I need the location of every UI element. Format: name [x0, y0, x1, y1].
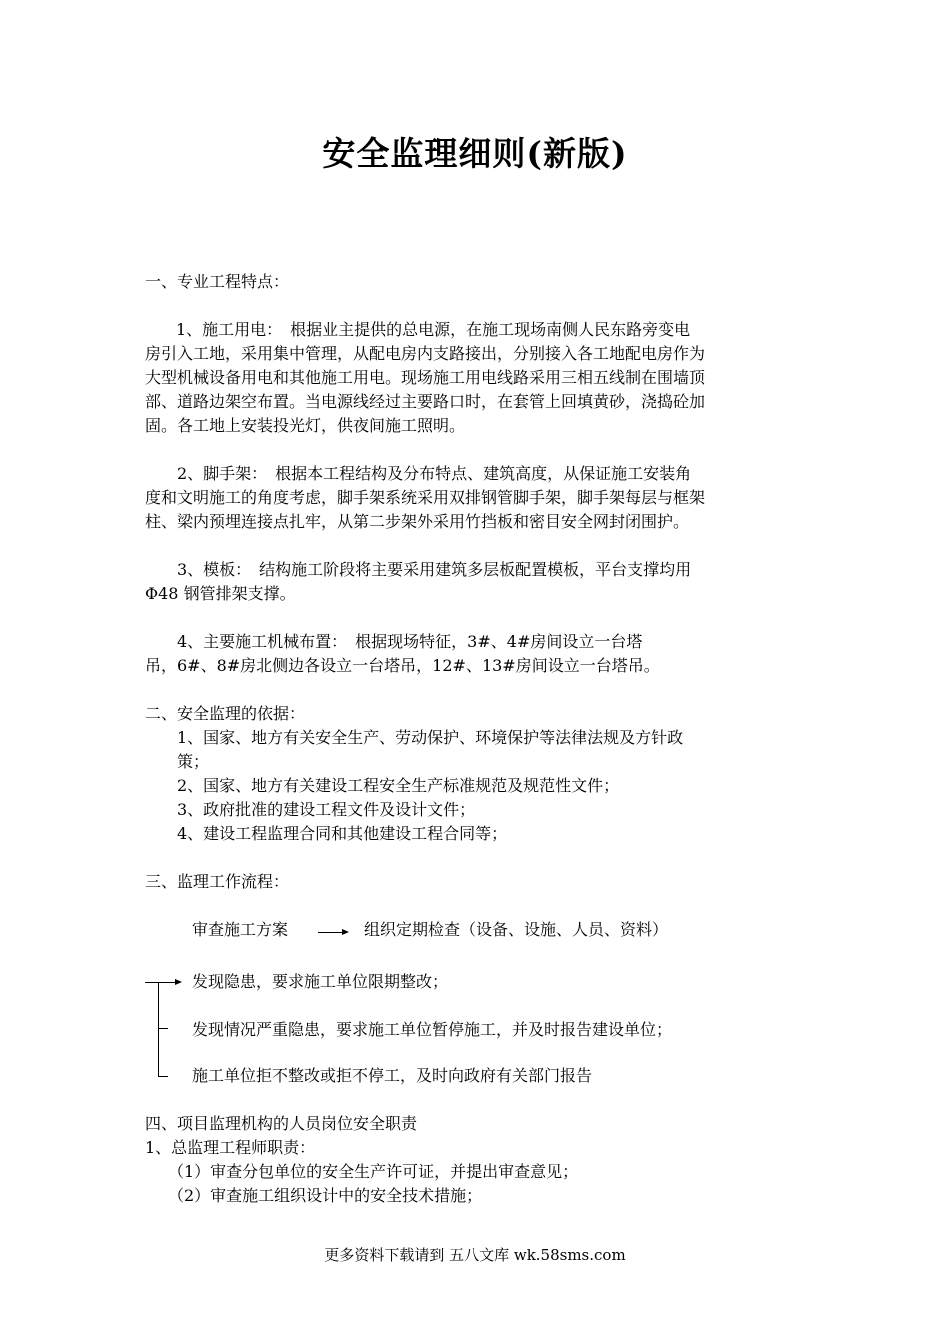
- section1-item1-line: 大型机械设备用电和其他施工用电。现场施工用电线路采用三相五线制在围墙顶: [145, 368, 706, 387]
- section1-heading: 一、专业工程特点：: [145, 272, 290, 291]
- section4-item: （2）审查施工组织设计中的安全技术措施；: [168, 1186, 483, 1205]
- section1-item4-line: 4、主要施工机械布置： 根据现场特征，3#、4#房间设立一台塔: [177, 632, 643, 651]
- section1-item2-line: 度和文明施工的角度考虑，脚手架系统采用双排钢管脚手架，脚手架每层与框架: [145, 488, 706, 507]
- flow-bracket-bottom: [158, 1076, 168, 1077]
- section2-item: 3、政府批准的建设工程文件及设计文件；: [177, 800, 476, 819]
- flow-next-step: 组织定期检查（设备、设施、人员、资料）: [364, 920, 669, 939]
- section1-item1-line: 1、施工用电： 根据业主提供的总电源，在施工现场南侧人民东路旁变电: [160, 320, 691, 339]
- section1-item1-line: 固。各工地上安装投光灯，供夜间施工照明。: [145, 416, 466, 435]
- section1-item1-line: 房引入工地，采用集中管理，从配电房内支路接出，分别接入各工地配电房作为: [145, 344, 706, 363]
- section2-item: 策；: [177, 752, 210, 771]
- section2-item: 2、国家、地方有关建设工程安全生产标准规范及规范性文件；: [177, 776, 620, 795]
- section1-item3-line: Φ48 钢管排架支撑。: [145, 584, 296, 603]
- section2-item: 1、国家、地方有关安全生产、劳动保护、环境保护等法律法规及方针政: [177, 728, 684, 747]
- flow-branch: 发现情况严重隐患，要求施工单位暂停施工，并及时报告建设单位；: [192, 1020, 673, 1039]
- section4-heading: 四、项目监理机构的人员岗位安全职责: [145, 1114, 418, 1133]
- section3-heading: 三、监理工作流程：: [145, 872, 290, 891]
- flow-start-step: 审查施工方案: [192, 920, 289, 939]
- flow-arrow-line: [318, 932, 342, 933]
- section1-item3-line: 3、模板： 结构施工阶段将主要采用建筑多层板配置模板，平台支撑均用: [177, 560, 692, 579]
- section4-sub-heading: 1、总监理工程师职责：: [145, 1138, 316, 1157]
- section1-item2-line: 柱、梁内预埋连接点扎牢，从第二步架外采用竹挡板和密目安全网封闭围护。: [145, 512, 690, 531]
- flow-branch: 施工单位拒不整改或拒不停工，及时向政府有关部门报告: [192, 1066, 593, 1085]
- page-footer: 更多资料下载请到 五八文库 wk.58sms.com: [324, 1246, 626, 1264]
- flow-bracket-arrow-head: [175, 979, 182, 985]
- flow-arrow-head: [342, 929, 349, 935]
- section1-item4-line: 吊，6#、8#房北侧边各设立一台塔吊，12#、13#房间设立一台塔吊。: [145, 656, 660, 675]
- section4-item: （1）审查分包单位的安全生产许可证，并提出审查意见；: [168, 1162, 579, 1181]
- flow-branch: 发现隐患，要求施工单位限期整改；: [192, 972, 449, 991]
- section2-item: 4、建设工程监理合同和其他建设工程合同等；: [177, 824, 508, 843]
- flow-bracket-top: [145, 982, 175, 983]
- flow-bracket-vertical: [158, 982, 159, 1077]
- section1-item2-line: 2、脚手架： 根据本工程结构及分布特点、建筑高度，从保证施工安装角: [177, 464, 692, 483]
- section1-item1-line: 部、道路边架空布置。当电源线经过主要路口时，在套管上回填黄砂，浇捣砼加: [145, 392, 706, 411]
- flow-bracket-mid: [158, 1028, 168, 1029]
- section2-heading: 二、安全监理的依据：: [145, 704, 306, 723]
- document-title: 安全监理细则(新版): [322, 134, 628, 173]
